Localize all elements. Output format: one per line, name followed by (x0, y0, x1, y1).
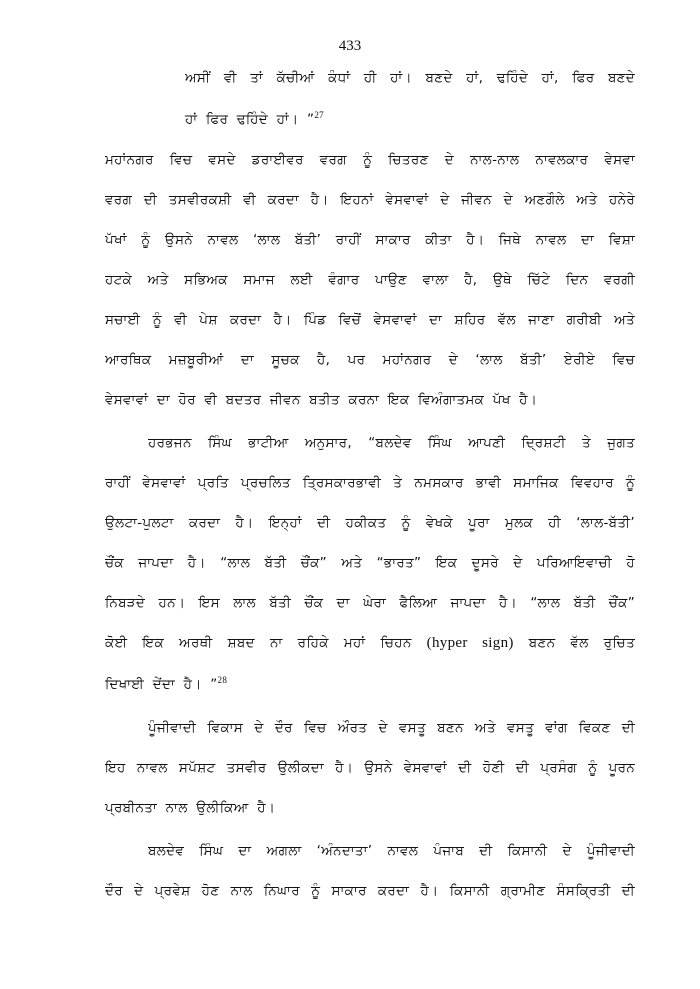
paragraph-4-line-1: ਬਲਦੇਵ ਸਿੰਘ ਦਾ ਅਗਲਾ ‘ਅੰਨਦਾਤਾ’ ਨਾਵਲ ਪੰਜਾਬ ਦੀ ਕਿਸਾਨੀ ਦੇ ਪੂੰਜੀਵਾਦੀ (148, 843, 635, 859)
paragraph-4-line-2: ਦੌਰ ਦੇ ਪ੍ਰਵੇਸ਼ ਹੋਣ ਨਾਲ ਨਿਘਾਰ ਨੂੰ ਸਾਕਾਰ ਕਰਦਾ ਹੈ। ਕਿਸਾਨੀ ਗ੍ਰਾਮੀਣ ਸੰਸਕ੍ਰਿਤੀ ਦੀ (105, 883, 635, 899)
paragraph-1-line-6: ਆਰਥਿਕ ਮਜ਼ਬੂਰੀਆਂ ਦਾ ਸੂਚਕ ਹੈ, ਪਰ ਮਹਾਂਨਗਰ ਦੇ ‘ਲਾਲ ਬੱਤੀ’ ਏਰੀਏ ਵਿਚ (105, 352, 635, 368)
paragraph-2-line-7: ਦਿਖਾਈ ਦੇਂਦਾ ਹੈ। ”$^{28}$ (105, 675, 228, 693)
paragraph-2-line-1: ਹਰਭਜਨ ਸਿੰਘ ਭਾਟੀਆ ਅਨੁਸਾਰ, “ਬਲਦੇਵ ਸਿੰਘ ਆਪਣੀ ਦ੍ਰਿਸ਼ਟੀ ਤੇ ਜੁਗਤ (148, 435, 635, 451)
paragraph-1-line-2: ਵਰਗ ਦੀ ਤਸਵੀਰਕਸ਼ੀ ਵੀ ਕਰਦਾ ਹੈ। ਇਹਨਾਂ ਵੇਸਵਾਵਾਂ ਦੇ ਜੀਵਨ ਦੇ ਅਣਗੌਲੇ ਅਤੇ ਹਨੇਰੇ (105, 192, 635, 208)
paragraph-1-line-4: ਹਟਕੇ ਅਤੇ ਸਭਿਅਕ ਸਮਾਜ ਲਈ ਵੰਗਾਰ ਪਾਉਣ ਵਾਲਾ ਹੈ, ਉਥੇ ਚਿੱਟੇ ਦਿਨ ਵਰਗੀ (105, 272, 635, 288)
paragraph-2-line-4: ਚੌਂਕ ਜਾਪਦਾ ਹੈ। “ਲਾਲ ਬੱਤੀ ਚੌਂਕ” ਅਤੇ “ਭਾਰਤ” ਇਕ ਦੂਸਰੇ ਦੇ ਪਰਿਆਇਵਾਚੀ ਹੋ (105, 555, 635, 571)
paragraph-3-line-1: ਪੂੰਜੀਵਾਦੀ ਵਿਕਾਸ ਦੇ ਦੌਰ ਵਿਚ ਔਰਤ ਦੇ ਵਸਤੂ ਬਣਨ ਅਤੇ ਵਸਤੂ ਵਾਂਗ ਵਿਕਣ ਦੀ (148, 720, 635, 736)
paragraph-1-line-5: ਸਚਾਈ ਨੂੰ ਵੀ ਪੇਸ਼ ਕਰਦਾ ਹੈ। ਪਿੰਡ ਵਿਚੋਂ ਵੇਸਵਾਵਾਂ ਦਾ ਸ਼ਹਿਰ ਵੱਲ ਜਾਣਾ ਗਰੀਬੀ ਅਤੇ (105, 312, 635, 328)
paragraph-1-line-3: ਪੱਖਾਂ ਨੂੰ ਉਸਨੇ ਨਾਵਲ ‘ਲਾਲ ਬੱਤੀ’ ਰਾਹੀਂ ਸਾਕਾਰ ਕੀਤਾ ਹੈ। ਜਿਥੇ ਨਾਵਲ ਦਾ ਵਿਸ਼ਾ (105, 232, 635, 248)
paragraph-2-line-2: ਰਾਹੀਂ ਵੇਸਵਾਵਾਂ ਪ੍ਰਤਿ ਪ੍ਰਚਲਿਤ ਤ੍ਰਿਸਕਾਰਭਾਵੀ ਤੇ ਨਮਸਕਾਰ ਭਾਵੀ ਸਮਾਜਿਕ ਵਿਵਹਾਰ ਨੂੰ (105, 475, 635, 491)
paragraph-2-line-6: ਕੋਈ ਇਕ ਅਰਥੀ ਸ਼ਬਦ ਨਾ ਰਹਿਕੇ ਮਹਾਂ ਚਿਹਨ (hyper sign) ਬਣਨ ਵੱਲ ਰੁਚਿਤ (105, 635, 635, 651)
paragraph-2-line-3: ਉਲਟਾ-ਪੁਲਟਾ ਕਰਦਾ ਹੈ। ਇਨ੍ਹਾਂ ਦੀ ਹਕੀਕਤ ਨੂੰ ਵੇਖਕੇ ਪੂਰਾ ਮੁਲਕ ਹੀ ‘ਲਾਲ-ਬੱਤੀ’ (105, 515, 635, 531)
footnote-ref-27: 27 (314, 110, 324, 120)
paragraph-3-line-3: ਪ੍ਰਬੀਨਤਾ ਨਾਲ ਉਲੀਕਿਆ ਹੈ। (105, 800, 276, 816)
latin-term: (hyper sign) (426, 635, 514, 651)
footnote-ref-28: 28 (217, 675, 228, 685)
paragraph-3-line-2: ਇਹ ਨਾਵਲ ਸਪੱਸ਼ਟ ਤਸਵੀਰ ਉਲੀਕਦਾ ਹੈ। ਉਸਨੇ ਵੇਸਵਾਵਾਂ ਦੀ ਹੋਣੀ ਦੀ ਪ੍ਰਸੰਗ ਨੂੰ ਪੂਰਨ (105, 760, 635, 776)
quote-line-2: ਹਾਂ ਫਿਰ ਢਹਿੰਦੇ ਹਾਂ। ”$^{27}$ (185, 110, 324, 128)
quote-line-1: ਅਸੀਂ ਵੀ ਤਾਂ ਕੱਚੀਆਂ ਕੰਧਾਂ ਹੀ ਹਾਂ। ਬਣਦੇ ਹਾਂ, ਢਹਿੰਦੇ ਹਾਂ, ਫਿਰ ਬਣਦੇ (185, 70, 635, 86)
paragraph-1-line-1: ਮਹਾਂਨਗਰ ਵਿਚ ਵਸਦੇ ਡਰਾਈਵਰ ਵਰਗ ਨੂੰ ਚਿਤਰਣ ਦੇ ਨਾਲ-ਨਾਲ ਨਾਵਲਕਾਰ ਵੇਸਵਾ (105, 152, 635, 168)
page-number: 433 (338, 38, 362, 54)
paragraph-1-line-7: ਵੇਸਵਾਵਾਂ ਦਾ ਹੋਰ ਵੀ ਬਦਤਰ ਜੀਵਨ ਬਤੀਤ ਕਰਨਾ ਇਕ ਵਿਅੰਗਾਤਮਕ ਪੱਖ ਹੈ। (105, 392, 538, 408)
paragraph-2-line-5: ਨਿਬੜਦੇ ਹਨ। ਇਸ ਲਾਲ ਬੱਤੀ ਚੌਂਕ ਦਾ ਘੇਰਾ ਫੈਲਿਆ ਜਾਪਦਾ ਹੈ। “ਲਾਲ ਬੱਤੀ ਚੌਂਕ” (105, 595, 635, 611)
